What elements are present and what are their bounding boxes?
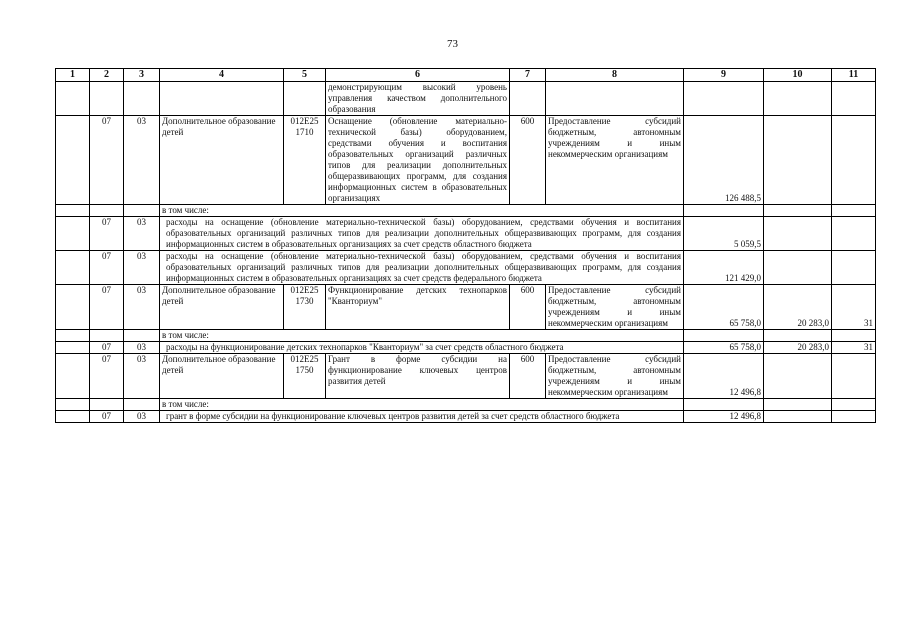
- cell-amount-2: 20 283,0: [764, 342, 832, 354]
- cell-subsection: [124, 205, 160, 217]
- cell-amount-2: [764, 205, 832, 217]
- cell-col1: [56, 285, 90, 330]
- cell-amount-1: 121 429,0: [684, 251, 764, 285]
- column-header-8: 8: [546, 69, 684, 82]
- column-header-3: 3: [124, 69, 160, 82]
- cell-col1: [56, 399, 90, 411]
- cell-subsection: 03: [124, 354, 160, 399]
- breakdown-description: грант в форме субсидии на функционирование ключевых центров развития детей за счет средств областного бюджета: [160, 411, 684, 423]
- cell-section: 07: [90, 116, 124, 205]
- cell-amount-3: [832, 411, 876, 423]
- cell-col1: [56, 116, 90, 205]
- cell-target-code: 012E25 1730: [284, 285, 326, 330]
- column-header-6: 6: [326, 69, 510, 82]
- cell-amount-1: 126 488,5: [684, 116, 764, 205]
- breakdown-row: [56, 251, 876, 285]
- breakdown-description: расходы на функционирование детских технопарков "Кванториум" за счет средств областного бюджета: [160, 342, 684, 354]
- cell-section: [90, 399, 124, 411]
- cell-amount-3: [832, 251, 876, 285]
- cell-col1: [56, 251, 90, 285]
- cell-target-name: Функционирование детских технопарков "Кванториум": [326, 285, 510, 330]
- cell-amount-2: 20 283,0: [764, 285, 832, 330]
- cell-subsection: [124, 82, 160, 116]
- cell-section: [90, 82, 124, 116]
- cell-section: 07: [90, 285, 124, 330]
- cell-amount-3: [832, 330, 876, 342]
- breakdown-description: расходы на оснащение (обновление материально-технической базы) оборудованием, средствами обучения и воспитания образовательных организаций различных типов для реализации дополнительных общеразвивающих программ, для создания информационных систем в образовательных организациях за счет средств областного бюджета: [160, 217, 684, 251]
- table-row: [56, 285, 876, 330]
- cell-col1: [56, 330, 90, 342]
- cell-target-code: 012E25 1710: [284, 116, 326, 205]
- cell-amount-3: 31: [832, 342, 876, 354]
- cell-section-name: [160, 82, 284, 116]
- column-header-9: 9: [684, 69, 764, 82]
- cell-expense-type-name: [546, 82, 684, 116]
- cell-section: 07: [90, 217, 124, 251]
- cell-amount-1: 65 758,0: [684, 342, 764, 354]
- header-row: [56, 69, 876, 82]
- cell-section: [90, 205, 124, 217]
- cell-amount-2: [764, 116, 832, 205]
- cell-col1: [56, 342, 90, 354]
- cell-subsection: [124, 330, 160, 342]
- column-header-4: 4: [160, 69, 284, 82]
- column-header-7: 7: [510, 69, 546, 82]
- cell-amount-3: [832, 82, 876, 116]
- cell-amount-1: [684, 399, 764, 411]
- cell-col1: [56, 82, 90, 116]
- cell-section: 07: [90, 342, 124, 354]
- cell-expense-type: 600: [510, 354, 546, 399]
- cell-amount-3: [832, 205, 876, 217]
- including-label: в том числе:: [160, 399, 684, 411]
- cell-amount-3: [832, 217, 876, 251]
- cell-amount-1: 65 758,0: [684, 285, 764, 330]
- cell-col1: [56, 217, 90, 251]
- table-row: [56, 354, 876, 399]
- cell-section: [90, 330, 124, 342]
- cell-target-code: [284, 82, 326, 116]
- breakdown-row: [56, 342, 876, 354]
- cell-target-name: Оснащение (обновление материально-технической базы) оборудованием, средствами обучения и воспитания образовательных организаций различных типов для реализации дополнительных общеразвивающих программ, для создания информационных систем в образовательных организациях: [326, 116, 510, 205]
- cell-subsection: 03: [124, 285, 160, 330]
- page-number: 73: [447, 38, 458, 50]
- cell-subsection: 03: [124, 342, 160, 354]
- cell-amount-2: [764, 82, 832, 116]
- cell-target-name: демонстрирующим высокий уровень управления качеством дополнительного образования: [326, 82, 510, 116]
- subtotal-label-row: [56, 205, 876, 217]
- column-header-5: 5: [284, 69, 326, 82]
- cell-col1: [56, 411, 90, 423]
- subtotal-label-row: [56, 399, 876, 411]
- cell-amount-3: [832, 399, 876, 411]
- cell-target-name: Грант в форме субсидии на функционирование ключевых центров развития детей: [326, 354, 510, 399]
- budget-table: [55, 68, 876, 423]
- table-row: [56, 82, 876, 116]
- column-header-10: 10: [764, 69, 832, 82]
- table-row: [56, 116, 876, 205]
- cell-subsection: 03: [124, 251, 160, 285]
- breakdown-row: [56, 217, 876, 251]
- cell-amount-1: [684, 82, 764, 116]
- cell-amount-1: 5 059,5: [684, 217, 764, 251]
- breakdown-row: [56, 411, 876, 423]
- cell-subsection: 03: [124, 217, 160, 251]
- cell-expense-type-name: Предоставление субсидий бюджетным, автономным учреждениям и иным некоммерческим организациям: [546, 285, 684, 330]
- cell-expense-type-name: Предоставление субсидий бюджетным, автономным учреждениям и иным некоммерческим организациям: [546, 116, 684, 205]
- cell-expense-type: 600: [510, 116, 546, 205]
- cell-subsection: 03: [124, 411, 160, 423]
- cell-amount-2: [764, 251, 832, 285]
- cell-amount-3: [832, 116, 876, 205]
- including-label: в том числе:: [160, 205, 684, 217]
- column-header-11: 11: [832, 69, 876, 82]
- cell-expense-type: 600: [510, 285, 546, 330]
- column-header-2: 2: [90, 69, 124, 82]
- cell-col1: [56, 354, 90, 399]
- cell-subsection: 03: [124, 116, 160, 205]
- cell-amount-2: [764, 399, 832, 411]
- table-body: [56, 82, 876, 423]
- cell-amount-3: 31: [832, 285, 876, 330]
- cell-target-code: 012E25 1750: [284, 354, 326, 399]
- cell-amount-2: [764, 411, 832, 423]
- including-label: в том числе:: [160, 330, 684, 342]
- cell-section: 07: [90, 411, 124, 423]
- cell-section-name: Дополнительное образование детей: [160, 116, 284, 205]
- column-header-1: 1: [56, 69, 90, 82]
- cell-expense-type: [510, 82, 546, 116]
- cell-amount-3: [832, 354, 876, 399]
- cell-section: 07: [90, 354, 124, 399]
- cell-section-name: Дополнительное образование детей: [160, 285, 284, 330]
- cell-amount-2: [764, 354, 832, 399]
- cell-section-name: Дополнительное образование детей: [160, 354, 284, 399]
- breakdown-description: расходы на оснащение (обновление материально-технической базы) оборудованием, средствами обучения и воспитания образовательных организаций различных типов для реализации дополнительных общеразвивающих программ, для создания информационных систем в образовательных организациях за счет средств федерального бюджета: [160, 251, 684, 285]
- cell-subsection: [124, 399, 160, 411]
- subtotal-label-row: [56, 330, 876, 342]
- cell-expense-type-name: Предоставление субсидий бюджетным, автономным учреждениям и иным некоммерческим организациям: [546, 354, 684, 399]
- cell-amount-1: [684, 330, 764, 342]
- cell-amount-1: 12 496,8: [684, 354, 764, 399]
- cell-amount-1: 12 496,8: [684, 411, 764, 423]
- cell-col1: [56, 205, 90, 217]
- cell-amount-2: [764, 217, 832, 251]
- cell-amount-1: [684, 205, 764, 217]
- cell-amount-2: [764, 330, 832, 342]
- cell-section: 07: [90, 251, 124, 285]
